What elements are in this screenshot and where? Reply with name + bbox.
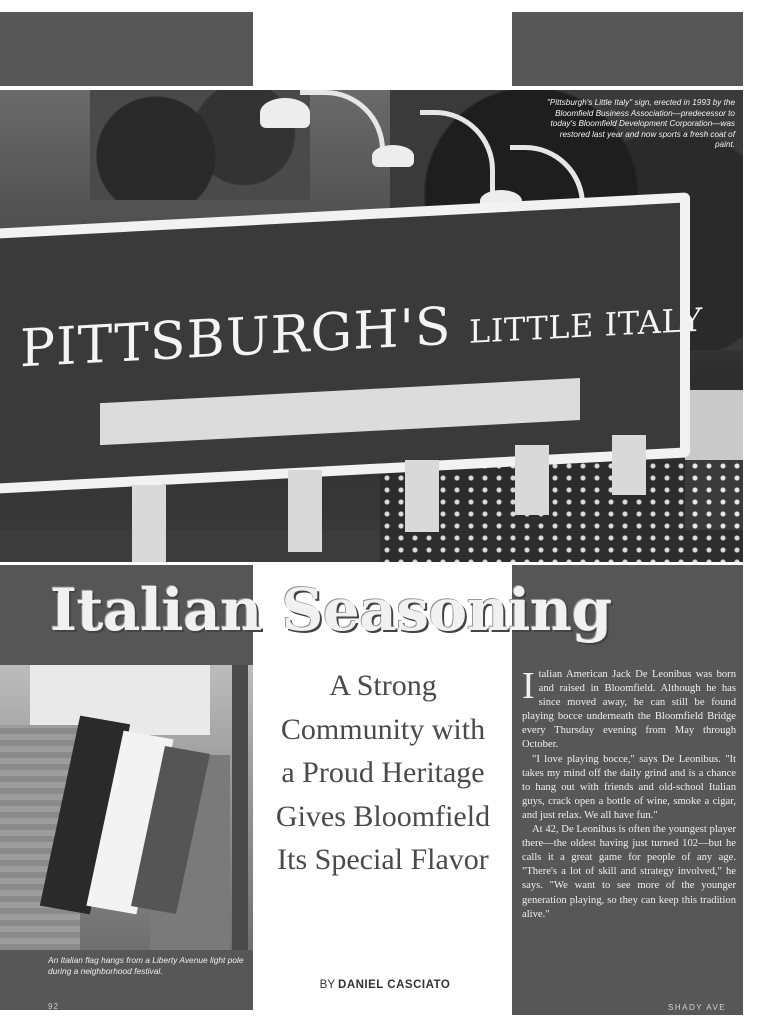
sign-board [0, 192, 703, 495]
flag-photo-caption: An Italian flag hangs from a Liberty Avenue light pole during a neighborhood festival. [48, 955, 244, 976]
magazine-name: SHADY AVE [668, 1003, 727, 1012]
top-left-header-bar [0, 12, 253, 86]
top-right-header-bar [512, 12, 743, 86]
lamp-head [260, 98, 310, 128]
article-subhead: A Strong Community with a Proud Heritage Gives Bloomfield Its Special Flavor [275, 669, 491, 876]
sign-title-text: PITTSBURGH'S [20, 296, 452, 380]
article-paragraph: "I love playing bocce," says De Leonibus. "It takes my mind off the daily grind and is a chance to hang out with friends and old-school Italian guys, crack open a bottle of wine, smoke a cigar, and just relax. We all have fun." [522, 753, 736, 821]
byline-author: DANIEL CASCIATO [338, 979, 451, 991]
article-paragraph: At 42, De Leonibus is often the youngest player there—the oldest having just turned 102—but he calls it a great game for people of any age. "There's a lot of skill and strategy involved," he says. "We want to see more of the younger generation playing, so they can keep this tradition alive." [522, 824, 736, 920]
sign-post [405, 460, 439, 532]
sign-post [132, 485, 166, 562]
sign-post [515, 445, 549, 515]
article-headline: Italian Seasoning [50, 576, 612, 644]
light-pole [232, 665, 248, 950]
sign-post [288, 470, 322, 552]
page-number: 92 [48, 1002, 59, 1011]
sign-lettering [20, 284, 703, 380]
sign-subtitle-text: LITTLE ITALY [469, 300, 703, 351]
paragraph-text: talian American Jack De Leonibus was born and raised in Bloomfield. Although he has since moved away, he can still be found playing bocce underneath the Bloomfield Bridge every Thursday evening from May through October. [522, 669, 736, 751]
article-paragraph [522, 665, 736, 753]
sign-lower-panel [100, 378, 580, 445]
italian-flag-photo [0, 665, 253, 950]
lamp-head [372, 145, 414, 167]
drop-cap: I [522, 665, 535, 707]
little-italy-sign-photo [0, 90, 743, 562]
article-body [522, 665, 736, 922]
byline-prefix: BY [319, 979, 335, 991]
sign-post [612, 435, 646, 495]
byline [280, 979, 490, 991]
sign-photo-caption: "Pittsburgh's Little Italy" sign, erected in 1993 by the Bloomfield Business Association—predecessor to today's Bloomfield Development Corporation—was restored last year and now sports a fresh coat of paint. [546, 98, 735, 150]
